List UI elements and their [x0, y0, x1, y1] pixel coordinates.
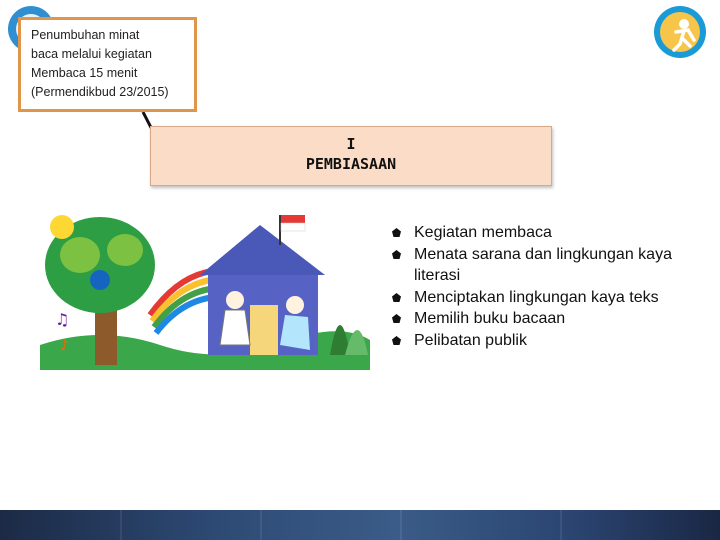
list-item — [390, 308, 710, 330]
svg-text:♫: ♫ — [55, 310, 70, 329]
list-item-label: Menciptakan lingkungan kaya teks — [414, 288, 659, 306]
list-item-label: Memilih buku bacaan — [414, 310, 566, 327]
list-item — [390, 287, 710, 309]
list-item-label: Pelibatan publik — [414, 331, 527, 349]
literacy-movement-logo-icon — [654, 6, 710, 62]
section-title: PEMBIASAAN — [305, 155, 397, 173]
section-heading-box — [150, 126, 552, 186]
footer-bar — [0, 510, 720, 540]
list-item-label: Kegiatan membaca — [414, 224, 552, 241]
list-item — [390, 330, 710, 352]
list-item-label: Menata sarana dan lingkungan kaya literasi — [414, 245, 672, 284]
activity-list — [390, 222, 710, 351]
svg-text:♪: ♪ — [60, 338, 69, 354]
list-item — [390, 244, 710, 287]
callout-line: Membaca 15 menit — [31, 66, 138, 80]
callout-line: baca melalui kegiatan — [31, 47, 152, 61]
list-item — [390, 222, 710, 244]
section-number: I — [346, 135, 356, 153]
callout-box — [18, 17, 197, 112]
callout-line: Penumbuhan minat — [31, 28, 140, 42]
callout-line: (Permendikbud 23/2015) — [31, 85, 169, 99]
children-reading-illustration — [40, 205, 370, 370]
